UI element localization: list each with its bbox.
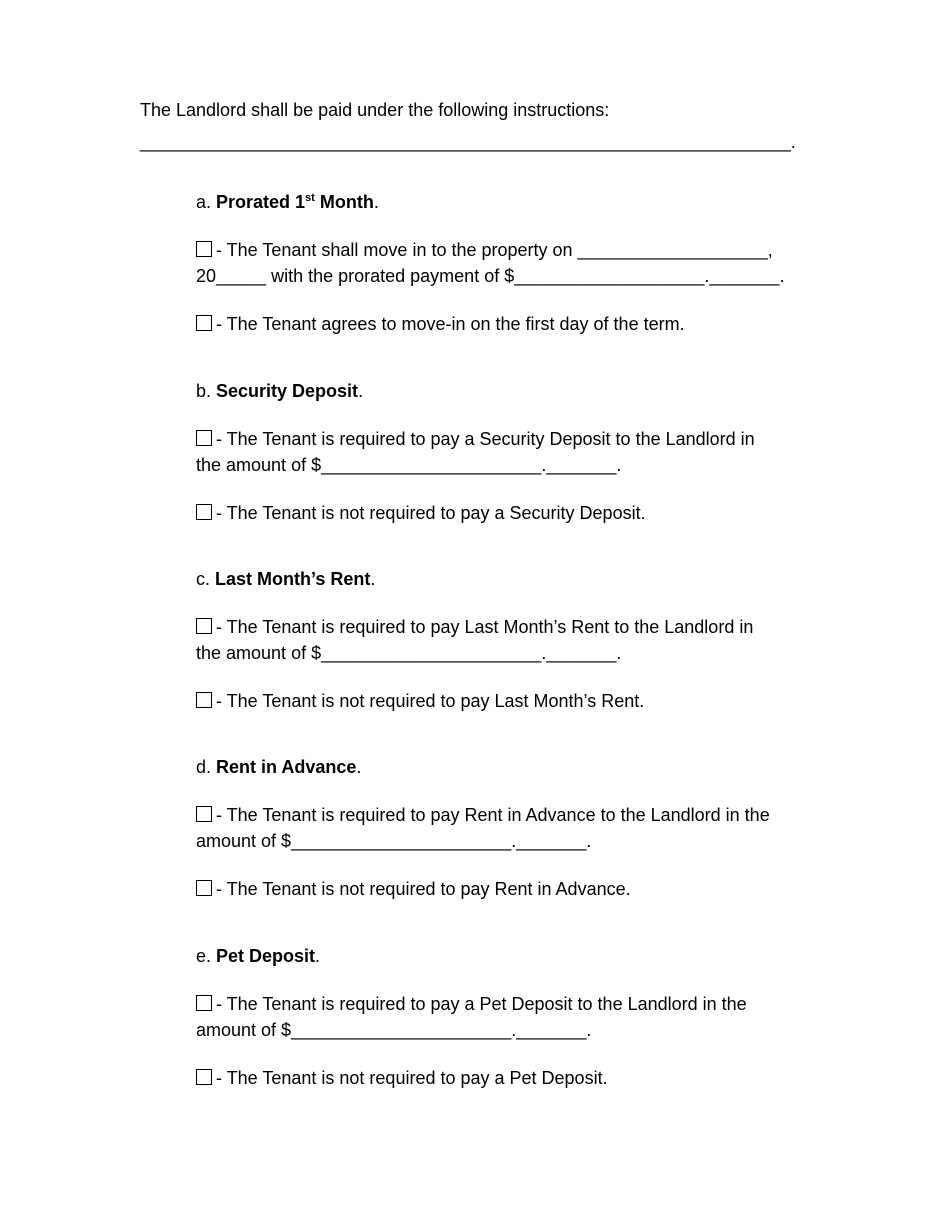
checkbox[interactable] — [196, 692, 212, 708]
option-not-required: - The Tenant is not required to pay Last Month’s Rent. — [196, 688, 836, 714]
section-prorated-first-month — [196, 189, 836, 337]
section-security-deposit — [196, 378, 836, 526]
instructions-label: The Landlord shall be paid under the following instructions: — [140, 100, 610, 120]
option-required: - The Tenant is required to pay a Pet Deposit to the Landlord in the amount of $______________________._______. — [196, 994, 747, 1040]
section-heading: d. Rent in Advance. — [196, 757, 362, 777]
section-heading: e. Pet Deposit. — [196, 946, 321, 966]
option-not-required: - The Tenant is not required to pay a Security Deposit. — [196, 500, 836, 526]
checkbox[interactable] — [196, 241, 212, 257]
option-required: - The Tenant is required to pay a Security Deposit to the Landlord in the amount of $______________________._______. — [196, 429, 755, 475]
section-heading: c. Last Month’s Rent. — [196, 569, 376, 589]
payment-instructions — [140, 97, 840, 155]
checkbox[interactable] — [196, 806, 212, 822]
option-required: - The Tenant is required to pay Last Month’s Rent to the Landlord in the amount of $______________________._______. — [196, 617, 754, 663]
section-pet-deposit — [196, 943, 836, 1091]
option-required: - The Tenant is required to pay Rent in Advance to the Landlord in the amount of $______________________._______. — [196, 805, 770, 851]
checkbox[interactable] — [196, 504, 212, 520]
option-first-day: - The Tenant agrees to move-in on the first day of the term. — [196, 311, 836, 337]
section-last-months-rent — [196, 566, 836, 714]
section-heading: b. Security Deposit. — [196, 381, 364, 401]
option-not-required: - The Tenant is not required to pay a Pet Deposit. — [196, 1065, 836, 1091]
instructions-blank: _________________________________________________________________. — [140, 132, 796, 152]
option-not-required: - The Tenant is not required to pay Rent in Advance. — [196, 876, 836, 902]
option-move-in-date: - The Tenant shall move in to the property on ___________________, 20_____ with the prorated payment of $___________________._______. — [196, 240, 785, 286]
checkbox[interactable] — [196, 880, 212, 896]
checkbox[interactable] — [196, 618, 212, 634]
checkbox[interactable] — [196, 1069, 212, 1085]
checkbox[interactable] — [196, 315, 212, 331]
checkbox[interactable] — [196, 430, 212, 446]
section-heading: a. Prorated 1st Month. — [196, 192, 379, 212]
section-rent-in-advance — [196, 754, 836, 902]
checkbox[interactable] — [196, 995, 212, 1011]
